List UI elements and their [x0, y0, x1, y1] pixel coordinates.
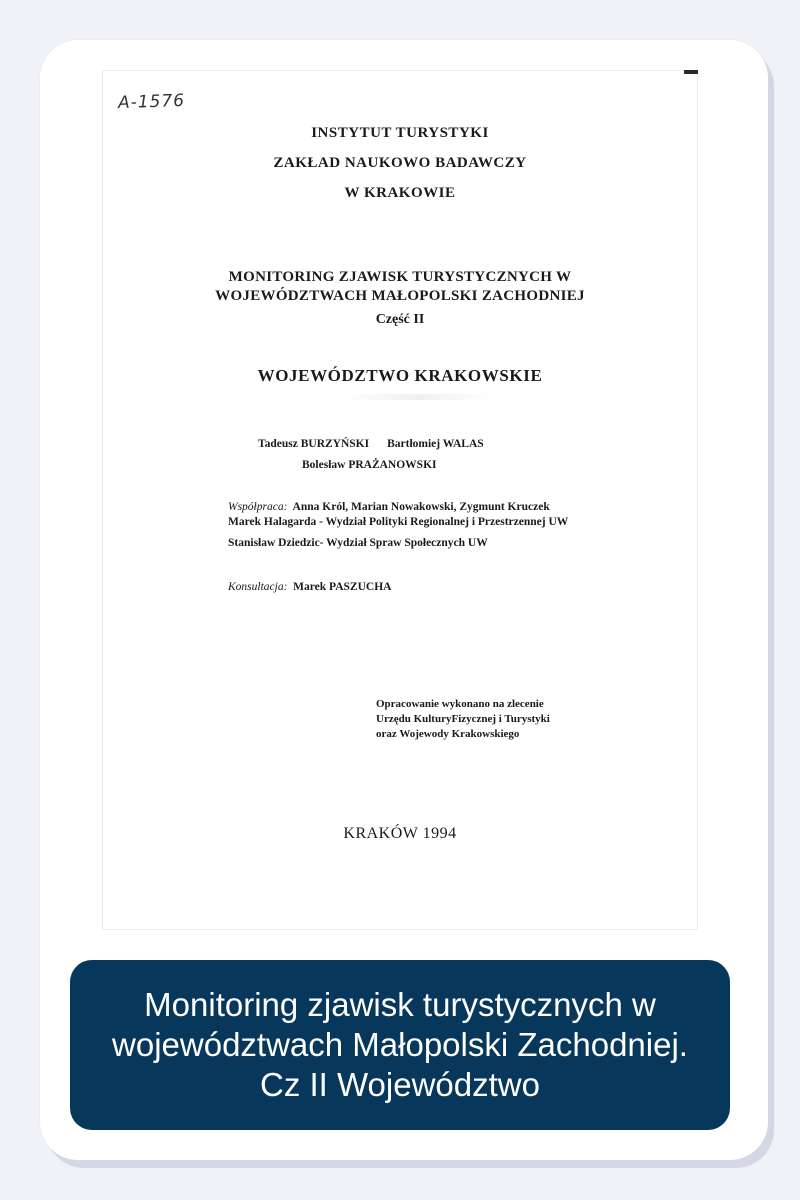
collaboration-line-1 [228, 501, 550, 513]
document-scan [102, 70, 698, 930]
place-year: KRAKÓW 1994 [343, 825, 457, 842]
part-label: Część II [375, 312, 425, 327]
institute-heading [102, 118, 698, 208]
caption-banner[interactable] [70, 960, 730, 1130]
document-title [102, 268, 698, 306]
handwritten-code: A-1576 [117, 90, 186, 114]
title-line-1: MONITORING ZJAWISK TURYSTYCZNYCH W [228, 269, 572, 285]
authors-line-1 [258, 438, 484, 450]
institute-line-3: W KRAKOWIE [344, 185, 456, 201]
institute-line-1: INSTYTUT TURYSTYKI [311, 125, 489, 141]
consultation-line [228, 581, 391, 593]
consultation-name: Marek PASZUCHA [293, 581, 392, 593]
scan-corner-mark [684, 70, 698, 74]
region-title: WOJEWÓDZTWO KRAKOWSKIE [257, 366, 543, 385]
collaboration-line-3: Stanisław Dziedzic- Wydział Spraw Społecznych UW [228, 537, 488, 549]
commission-line-3: oraz Wojewody Krakowskiego [376, 728, 520, 740]
commission-line-2: Urzędu KulturyFizycznej i Turystyki [376, 713, 550, 725]
commission-note [376, 697, 550, 742]
author-1: Tadeusz BURZYŃSKI [258, 438, 370, 450]
institute-line-2: ZAKŁAD NAUKOWO BADAWCZY [273, 155, 527, 171]
collaboration-line-2: Marek Halagarda - Wydział Polityki Regionalnej i Przestrzennej UW [228, 516, 569, 528]
author-3: Bolesław PRAŻANOWSKI [302, 459, 437, 471]
consultation-label: Konsultacja: [228, 581, 288, 593]
commission-line-1: Opracowanie wykonano na zlecenie [376, 698, 544, 710]
scan-smudge [342, 394, 492, 400]
collaboration-label: Współpraca: [228, 501, 288, 513]
title-line-2: WOJEWÓDZTWACH MAŁOPOLSKI ZACHODNIEJ [215, 288, 585, 304]
caption-text[interactable]: Monitoring zjawisk turystycznych w województwach Małopolski Zachodniej. Cz II Województwo [112, 986, 688, 1103]
author-2: Bartłomiej WALAS [387, 438, 484, 450]
collaboration-names: Anna Król, Marian Nowakowski, Zygmunt Kruczek [292, 501, 550, 513]
